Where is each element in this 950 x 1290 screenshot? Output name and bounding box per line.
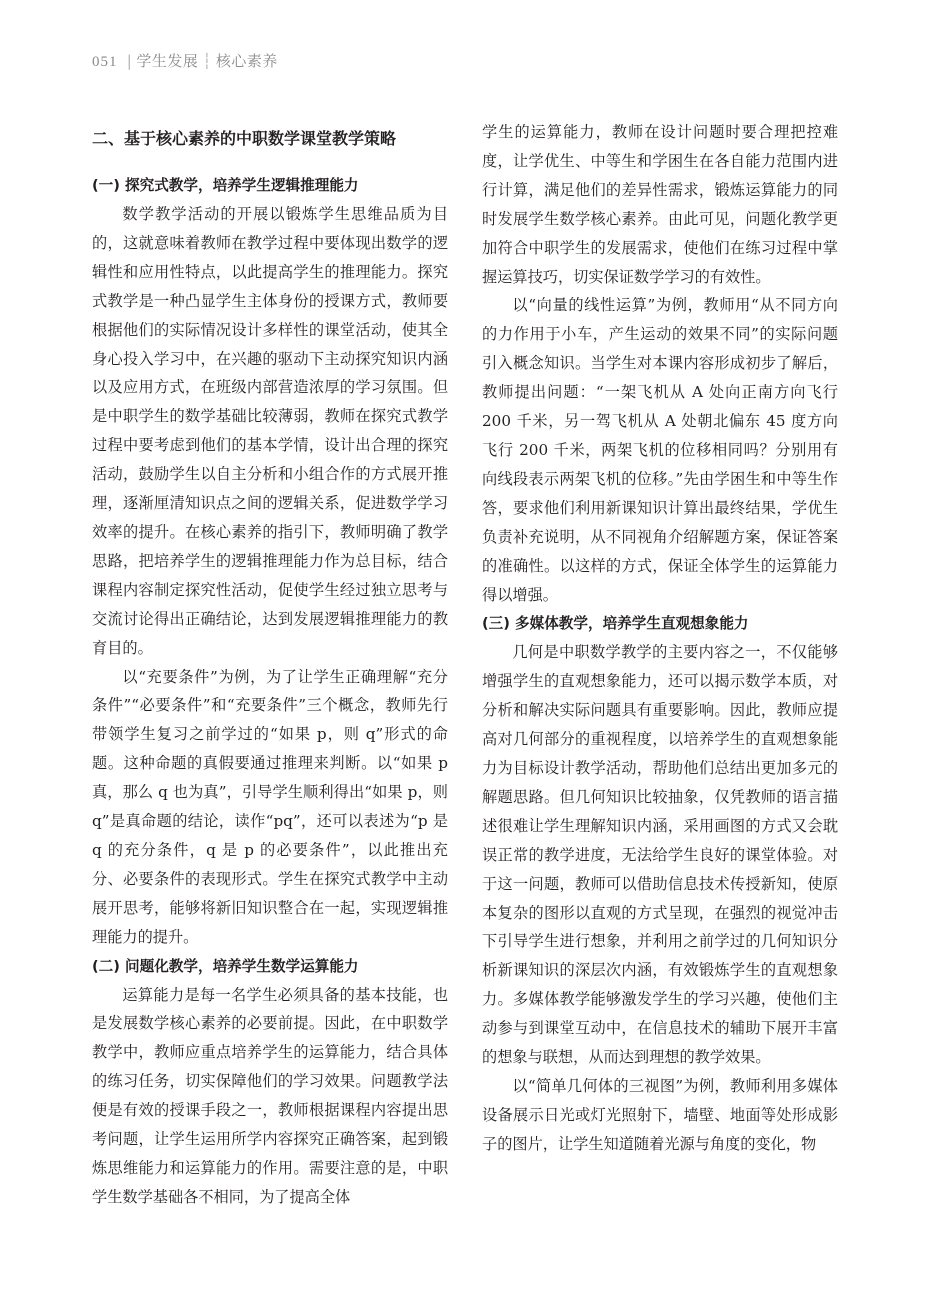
section-title: 二、基于核心素养的中职数学课堂教学策略: [92, 129, 397, 148]
header-subsection: 核心素养: [215, 52, 278, 70]
paragraph: 数学教学活动的开展以锻炼学生思维品质为目的，这就意味着教师在教学过程中要体现出数学的逻辑性和应用性特点，以此提高学生的推理能力。探究式教学是一种凸显学生主体身份的授课方式，教师要根据他们的实际情况设计多样性的课堂活动，使其全身心投入学习中，在兴趣的驱动下主动探究知识内涵以及应用方式，在班级内部营造浓厚的学习氛围。但是中职学生的数学基础比较薄弱，教师在探究式教学过程中要考虑到他们的基本学情，设计出合理的探究活动，鼓励学生以自主分析和小组合作的方式展开推理，逐渐厘清知识点之间的逻辑关系，促进数学学习效率的提升。在核心素养的指引下，教师明确了教学思路，把培养学生的逻辑推理能力作为总目标，结合课程内容制定探究性活动，促使学生经过独立思考与交流讨论得出正确结论，达到发展逻辑推理能力的教育目的。: [92, 205, 448, 657]
paragraph: 几何是中职数学教学的主要内容之一，不仅能够增强学生的直观想象能力，还可以揭示数学本质，对分析和解决实际问题具有重要影响。因此，教师应提高对几何部分的重视程度，以培养学生的直观想象能力为目标设计教学活动，帮助他们总结出更加多元的解题思路。但几何知识比较抽象，仅凭教师的语言描述很难让学生理解知识内涵，采用画图的方式又会耽误正常的教学进度，无法给学生良好的课堂体验。对于这一问题，教师可以借助信息技术传授新知，使原本复杂的图形以直观的方式呈现，在强烈的视觉冲击下引导学生进行想象，并利用之前学过的几何知识分析新课知识的深层次内涵，有效锻炼学生的直观想象力。多媒体教学能够激发学生的学习兴趣，使他们主动参与到课堂互动中，在信息技术的辅助下展开丰富的想象与联想，从而达到理想的教学效果。: [482, 643, 838, 1067]
subsection-title-1: (一) 探究式教学，培养学生逻辑推理能力: [92, 177, 359, 194]
header-section: 学生发展: [136, 52, 199, 70]
page-number: 051: [92, 54, 118, 70]
paragraph: 以“向量的线性运算”为例，教师用“从不同方向的力作用于小车，产生运动的效果不同”的实际问题引入概念知识。当学生对本课内容形成初步了解后，教师提出问题：“一架飞机从 A 处向正南方向飞行 200 千米，另一驾飞机从 A 处朝北偏东 45 度方向飞行 200 千米，两架飞机的位移相同吗？分别用有向线段表示两架飞机的位移。”先由学困生和中等生作答，要求他们利用新课知识计算出最终结果，学优生负责补充说明，从不同视角介绍解题方案，保证答案的准确性。以这样的方式，保证全体学生的运算能力得以增强。: [482, 296, 838, 604]
header-divider-dotted: ┆: [202, 52, 212, 70]
running-header: [92, 50, 278, 71]
paragraph: 以“简单几何体的三视图”为例，教师利用多媒体设备展示日光或灯光照射下，墙壁、地面等处形成影子的图片，让学生知道随着光源与角度的变化，物: [482, 1077, 838, 1153]
paragraph: 运算能力是每一名学生必须具备的基本技能，也是发展数学核心素养的必要前提。因此，在中职数学教学中，教师应重点培养学生的运算能力，结合具体的练习任务，切实保障他们的学习效果。问题教学法便是有效的授课手段之一，教师根据课程内容提出思考问题，让学生运用所学内容探究正确答案，起到锻炼思维能力和运算能力的作用。需要注意的是，中职学生数学基础各不相同，为了提高全体: [92, 985, 448, 1206]
paragraph-continued: 学生的运算能力，教师在设计问题时要合理把控难度，让学优生、中等生和学困生在各自能力范围内进行计算，满足他们的差异性需求，锻炼运算能力的同时发展学生数学核心素养。由此可见，问题化教学更加符合中职学生的发展需求，使他们在练习过程中掌握运算技巧，切实保证数学学习的有效性。: [482, 123, 838, 286]
subsection-title-2: (二) 问题化教学，培养学生数学运算能力: [92, 957, 359, 975]
right-column: [482, 118, 838, 1159]
paragraph: 以“充要条件”为例，为了让学生正确理解“充分条件”“必要条件”和“充要条件”三个概念，教师先行带领学生复习之前学过的“如果 p，则 q”形式的命题。这种命题的真假要通过推理来判断。以“如果 p 真，那么 q 也为真”，引导学生顺利得出“如果 p，则 q”是真命题的结论，读作“pq”，还可以表述为“p 是 q 的充分条件，q 是 p 的必要条件”，以此推出充分、必要条件的表现形式。学生在探究式教学中主动展开思考，能够将新旧知识整合在一起，实现逻辑推理能力的提升。: [92, 667, 448, 946]
left-column: [92, 118, 448, 1212]
subsection-title-3: (三) 多媒体教学，培养学生直观想象能力: [482, 615, 749, 633]
header-divider: |: [126, 52, 133, 70]
